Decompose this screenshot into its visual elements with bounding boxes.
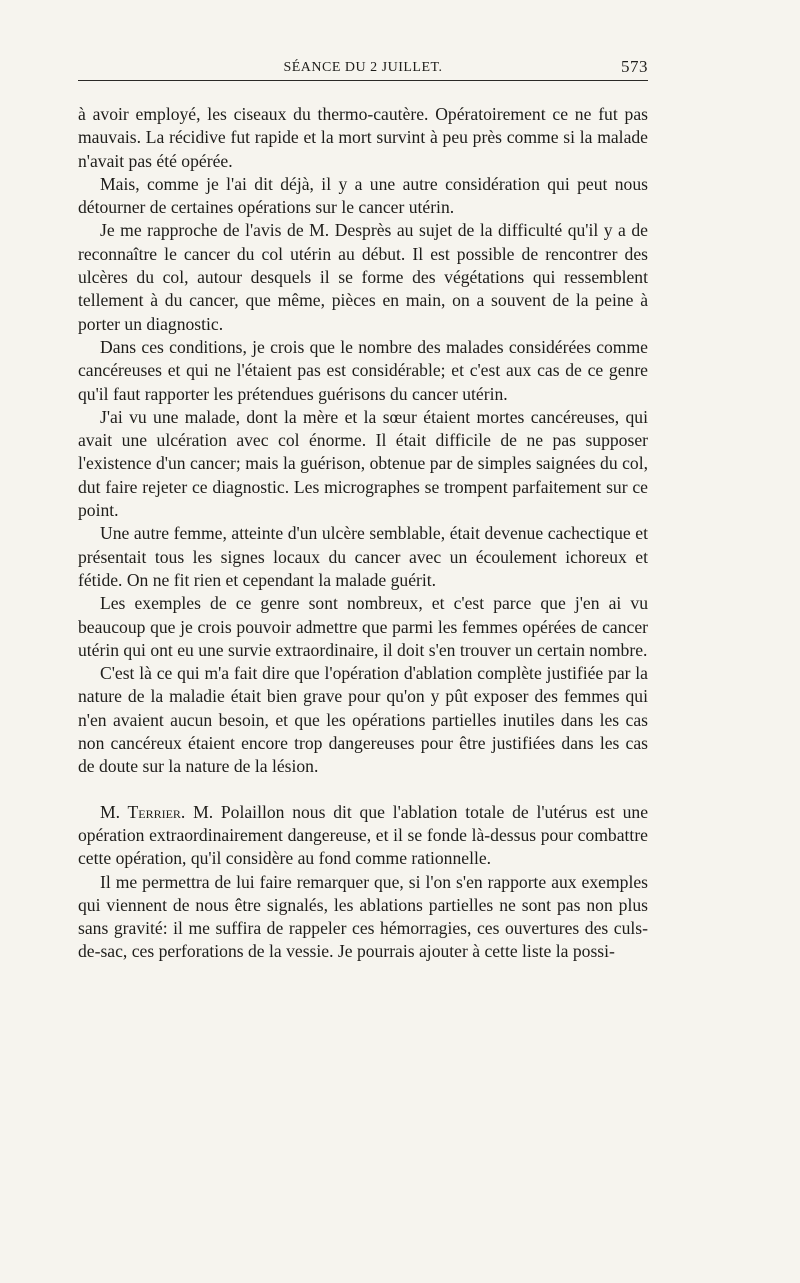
paragraph: C'est là ce qui m'a fait dire que l'opération d'ablation complète justifiée par la nature de la maladie était bien grave pour qu'on y pût exposer des femmes qui n'en avaient aucun besoin, et que les opérations partielles inutiles dans les cas non cancéreux étaient encore trop dangereuses pour être justifiées dans les cas de doute sur la nature de la lésion. (78, 663, 648, 777)
page-number: 573 (621, 57, 648, 76)
running-title: SÉANCE DU 2 JUILLET. (283, 60, 443, 75)
speaker-paragraph (78, 801, 648, 871)
running-header (78, 56, 648, 81)
paragraph: Les exemples de ce genre sont nombreux, et c'est parce que j'en ai vu beaucoup que je crois pouvoir admettre que parmi les femmes opérées de cancer utérin qui ont eu une survie extraordinaire, il doit s'en trouver un certain nombre. (78, 593, 648, 660)
paragraph: J'ai vu une malade, dont la mère et la sœur étaient mortes cancéreuses, qui avait une ulcération avec col énorme. Il était difficile de ne pas supposer l'existence d'un cancer; mais la guérison, obtenue par de simples saignées du col, dut faire rejeter ce diagnostic. Les micrographes se trompent parfaitement sur ce point. (78, 406, 648, 521)
book-page (78, 56, 648, 964)
paragraph-continued: à avoir employé, les ciseaux du thermo-cautère. Opératoirement ce ne fut pas mauvais. La récidive fut rapide et la mort survint à peu près comme si la malade n'avait pas été opérée. (78, 104, 648, 171)
body-text (78, 103, 648, 964)
speaker-name: M. Terrier. (100, 801, 186, 822)
paragraph: Je me rapproche de l'avis de M. Desprès au sujet de la difficulté qu'il y a de reconnaître le cancer du col utérin au début. Il est possible de rencontrer des ulcères du col, autour desquels il se forme des végétations qui ressemblent tellement à du cancer, que même, pièces en main, on a souvent de la peine à porter un diagnostic. (78, 220, 648, 334)
paragraph: Il me permettra de lui faire remarquer que, si l'on s'en rapporte aux exemples qui viennent de nous être signalés, les ablations partielles ne sont pas non plus sans gravité: il me suffira de rappeler ces hémorragies, ces ouvertures des culs-de-sac, ces perforations de la vessie. Je pourrais ajouter à cette liste la possi- (78, 871, 648, 962)
paragraph: Dans ces conditions, je crois que le nombre des malades considérées comme cancéreuses et qui ne l'étaient pas est considérable; et c'est aux cas de ce genre qu'il faut rapporter les prétendues guérisons du cancer utérin. (78, 336, 648, 404)
paragraph: Une autre femme, atteinte d'un ulcère semblable, était devenue cachectique et présentait tous les signes locaux du cancer avec un écoulement ichoreux et fétide. On ne fit rien et cependant la malade guérit. (78, 523, 648, 590)
paragraph: Mais, comme je l'ai dit déjà, il y a une autre considération qui peut nous détourner de certaines opérations sur le cancer utérin. (78, 173, 648, 218)
speaker-text: M. Polaillon nous dit que l'ablation totale de l'utérus est une opération extraordinairement dangereuse, et il se fonde là-dessus pour combattre cette opération, qu'il considère au fond comme rationnelle. (78, 801, 649, 869)
